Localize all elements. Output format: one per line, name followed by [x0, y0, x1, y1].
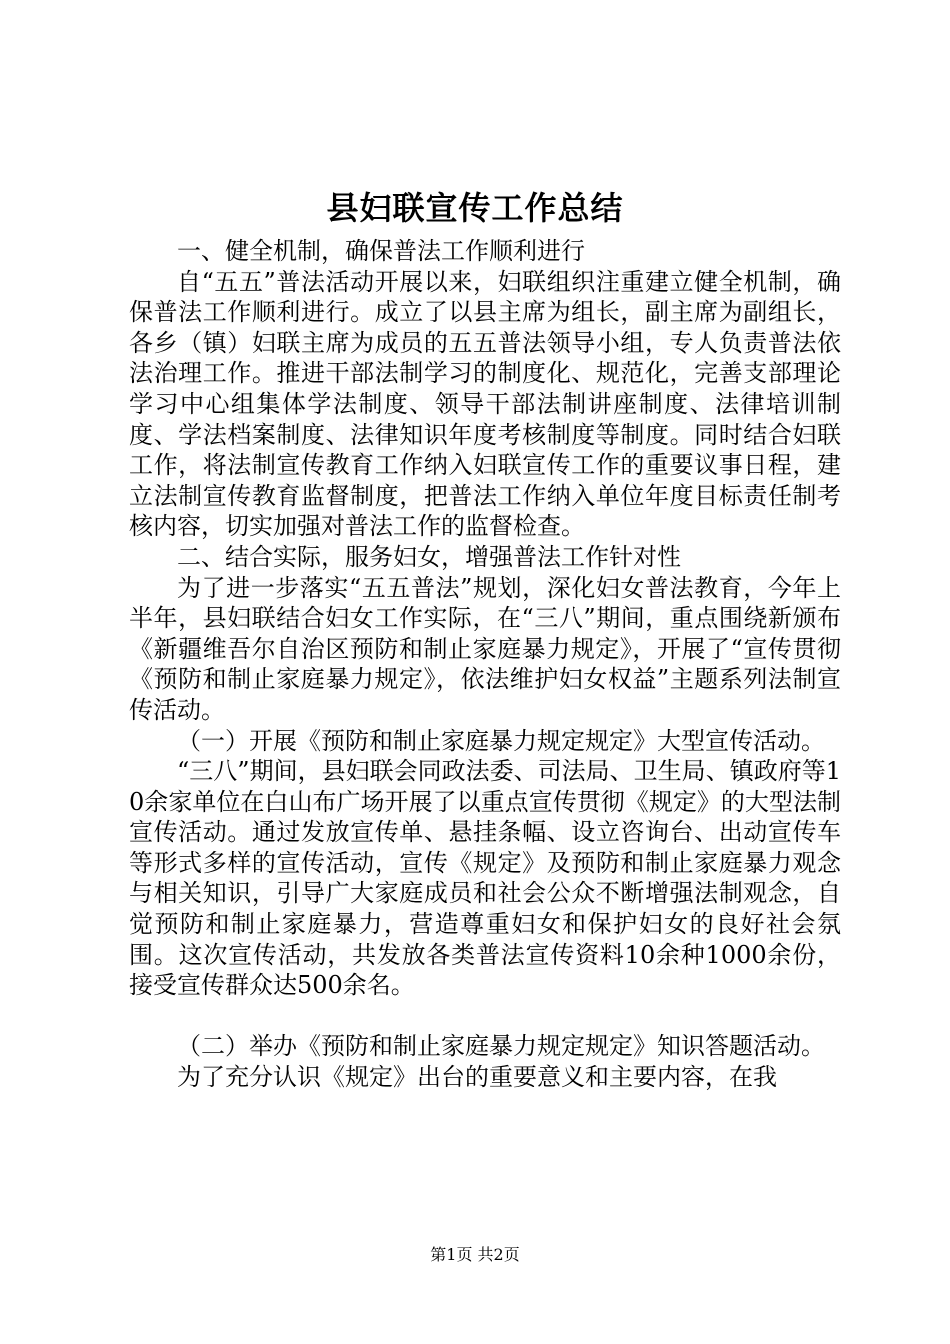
document-title: 县妇联宣传工作总结	[326, 189, 624, 227]
section-2-paragraph-2: “三八”期间，县妇联会同政法委、司法局、卫生局、镇政府等10余家单位在白山布广场开展了以重点宣传贯彻《规定》的大型法制宣传活动。通过发放宣传单、悬挂条幅、设立咨询台、出动宣传车等形式多样的宣传活动，宣传《规定》及预防和制止家庭暴力观念与相关知识，引导广大家庭成员和社会公众不断增强法制观念，自觉预防和制止家庭暴力，营造尊重妇女和保护妇女的良好社会氛围。这次宣传活动，共发放各类普法宣传资料10余种1000余份，接受宣传群众达500余名。	[129, 757, 841, 1000]
section-2-paragraph-1: 为了进一步落实“五五普法”规划，深化妇女普法教育，今年上半年，县妇联结合妇女工作实际，在“三八”期间，重点围绕新颁布《新疆维吾尔自治区预防和制止家庭暴力规定》，开展了“宣传贯彻《预防和制止家庭暴力规定》，依法维护妇女权益”主题系列法制宣传活动。	[129, 573, 841, 724]
page-footer: 第1页 共2页	[430, 1245, 520, 1264]
section-2-heading: 二、结合实际，服务妇女，增强普法工作针对性	[177, 542, 681, 571]
section-1-paragraph: 自“五五”普法活动开展以来，妇联组织注重建立健全机制，确保普法工作顺利进行。成立了以县主席为组长，副主席为副组长，各乡（镇）妇联主席为成员的五五普法领导小组，专人负责普法依法治理工作。推进干部法制学习的制度化、规范化，完善支部理论学习中心组集体学法制度、领导干部法制讲座制度、法律培训制度、学法档案制度、法律知识年度考核制度等制度。同时结合妇联工作，将法制宣传教育工作纳入妇联宣传工作的重要议事日程，建立法制宣传教育监督制度，把普法工作纳入单位年度目标责任制考核内容，切实加强对普法工作的监督检查。	[129, 267, 841, 541]
section-1-heading: 一、健全机制，确保普法工作顺利进行	[177, 237, 585, 265]
section-2-subheading-2: （二）举办《预防和制止家庭暴力规定规定》知识答题活动。	[177, 1032, 825, 1061]
blank-line	[129, 1001, 841, 1032]
section-2-subheading-1: （一）开展《预防和制止家庭暴力规定规定》大型宣传活动。	[177, 726, 825, 755]
section-2-paragraph-3: 为了充分认识《规定》出台的重要意义和主要内容，在我	[177, 1063, 777, 1092]
document-body	[129, 236, 841, 1093]
